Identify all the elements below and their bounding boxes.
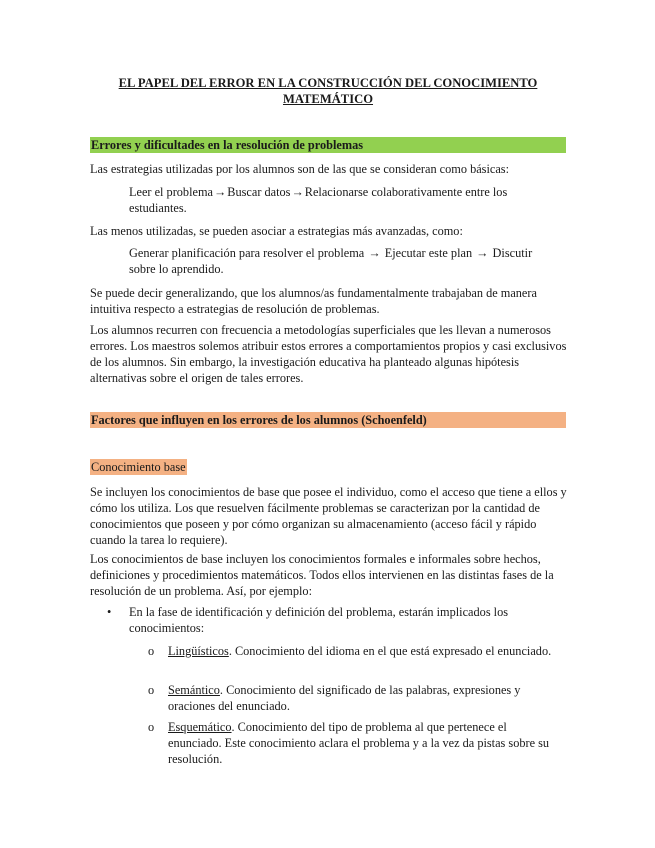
term-linguistic: Lingüísticos xyxy=(168,644,229,658)
circle-bullet-icon: o xyxy=(148,683,155,697)
strategy-data: Buscar datos xyxy=(227,185,291,199)
bullet-icon: • xyxy=(107,605,112,619)
title-line-1: EL PAPEL DEL ERROR EN LA CONSTRUCCIÓN DEL CONOCIMIENTO xyxy=(118,76,538,90)
sub-item-semantic xyxy=(168,682,563,714)
superficial-paragraph: Los alumnos recurren con frecuencia a metodologías superficiales que les llevan a numerosos errores. Los maestros solemos atribuir estos errores a comportamientos propios y casi exclusivos de los alumnos. Sin embargo, la investigación educativa ha planteado algunas hipótesis alternativas sobre el origen de tales errores. xyxy=(90,323,567,385)
term-schematic: Esquemático xyxy=(168,720,232,734)
title-line-2: MATEMÁTICO xyxy=(282,92,374,106)
basic-strategies xyxy=(129,184,559,216)
strategy-read: Leer el problema xyxy=(129,185,213,199)
document-title xyxy=(90,75,566,107)
desc-linguistic: . Conocimiento del idioma en el que está expresado el enunciado. xyxy=(228,644,552,658)
bullet-identification-phase: En la fase de identificación y definición del problema, estarán implicados los conocimientos: xyxy=(129,605,509,635)
strategy-collab: Relacionarse colaborativamente entre los estudiantes. xyxy=(129,185,508,215)
arrow-icon: → xyxy=(476,246,489,260)
arrow-icon: → xyxy=(213,185,227,199)
section-heading-errors: Errores y dificultades en la resolución de problemas xyxy=(90,137,566,153)
sub-item-schematic xyxy=(168,719,563,767)
base-knowledge-paragraph-2: Los conocimientos de base incluyen los conocimientos formales e informales sobre hechos, definiciones y procedimientos matemáticos. Todos ellos intervienen en las distintas fases de la resolución de un problema. Así, por ejemplo: xyxy=(90,552,554,598)
strategy-discuss: Discutir sobre lo aprendido. xyxy=(129,246,533,276)
sub-item-linguistic xyxy=(168,643,563,659)
subheading-base-knowledge: Conocimiento base xyxy=(91,460,186,474)
term-semantic: Semántico xyxy=(168,683,220,697)
desc-semantic: . Conocimiento del significado de las palabras, expresiones y oraciones del enunciado. xyxy=(168,683,521,713)
base-knowledge-paragraph-1: Se incluyen los conocimientos de base que posee el individuo, como el acceso que tiene a ellos y cómo los utiliza. Los que resuelven fácilmente problemas se caracterizan por la cantidad de conocimientos que poseen y por cómo organizan su almacenamiento (acceso fácil y rápido cuando la tarea lo requiere). xyxy=(90,485,567,547)
circle-bullet-icon: o xyxy=(148,644,155,658)
desc-schematic: . Conocimiento del tipo de problema al que pertenece el enunciado. Este conocimiento aclara el problema y a la vez da pistas sobre su resolución. xyxy=(168,720,550,766)
arrow-icon: → xyxy=(291,185,304,199)
arrow-icon: → xyxy=(368,246,381,260)
strategies-intro: Las estrategias utilizadas por los alumnos son de las que se consideran como básicas: xyxy=(90,162,510,176)
generalize-paragraph: Se puede decir generalizando, que los alumnos/as fundamentalmente trabajaban de manera intuitiva respecto a estrategias de resolución de problemas. xyxy=(90,286,537,316)
circle-bullet-icon: o xyxy=(148,720,155,734)
section-heading-factors: Factores que influyen en los errores de los alumnos (Schoenfeld) xyxy=(90,412,566,428)
strategy-plan: Generar planificación para resolver el problema xyxy=(129,246,365,260)
advanced-strategies xyxy=(129,245,559,277)
less-used-intro: Las menos utilizadas, se pueden asociar a estrategias más avanzadas, como: xyxy=(90,224,463,238)
strategy-execute: Ejecutar este plan xyxy=(384,246,473,260)
